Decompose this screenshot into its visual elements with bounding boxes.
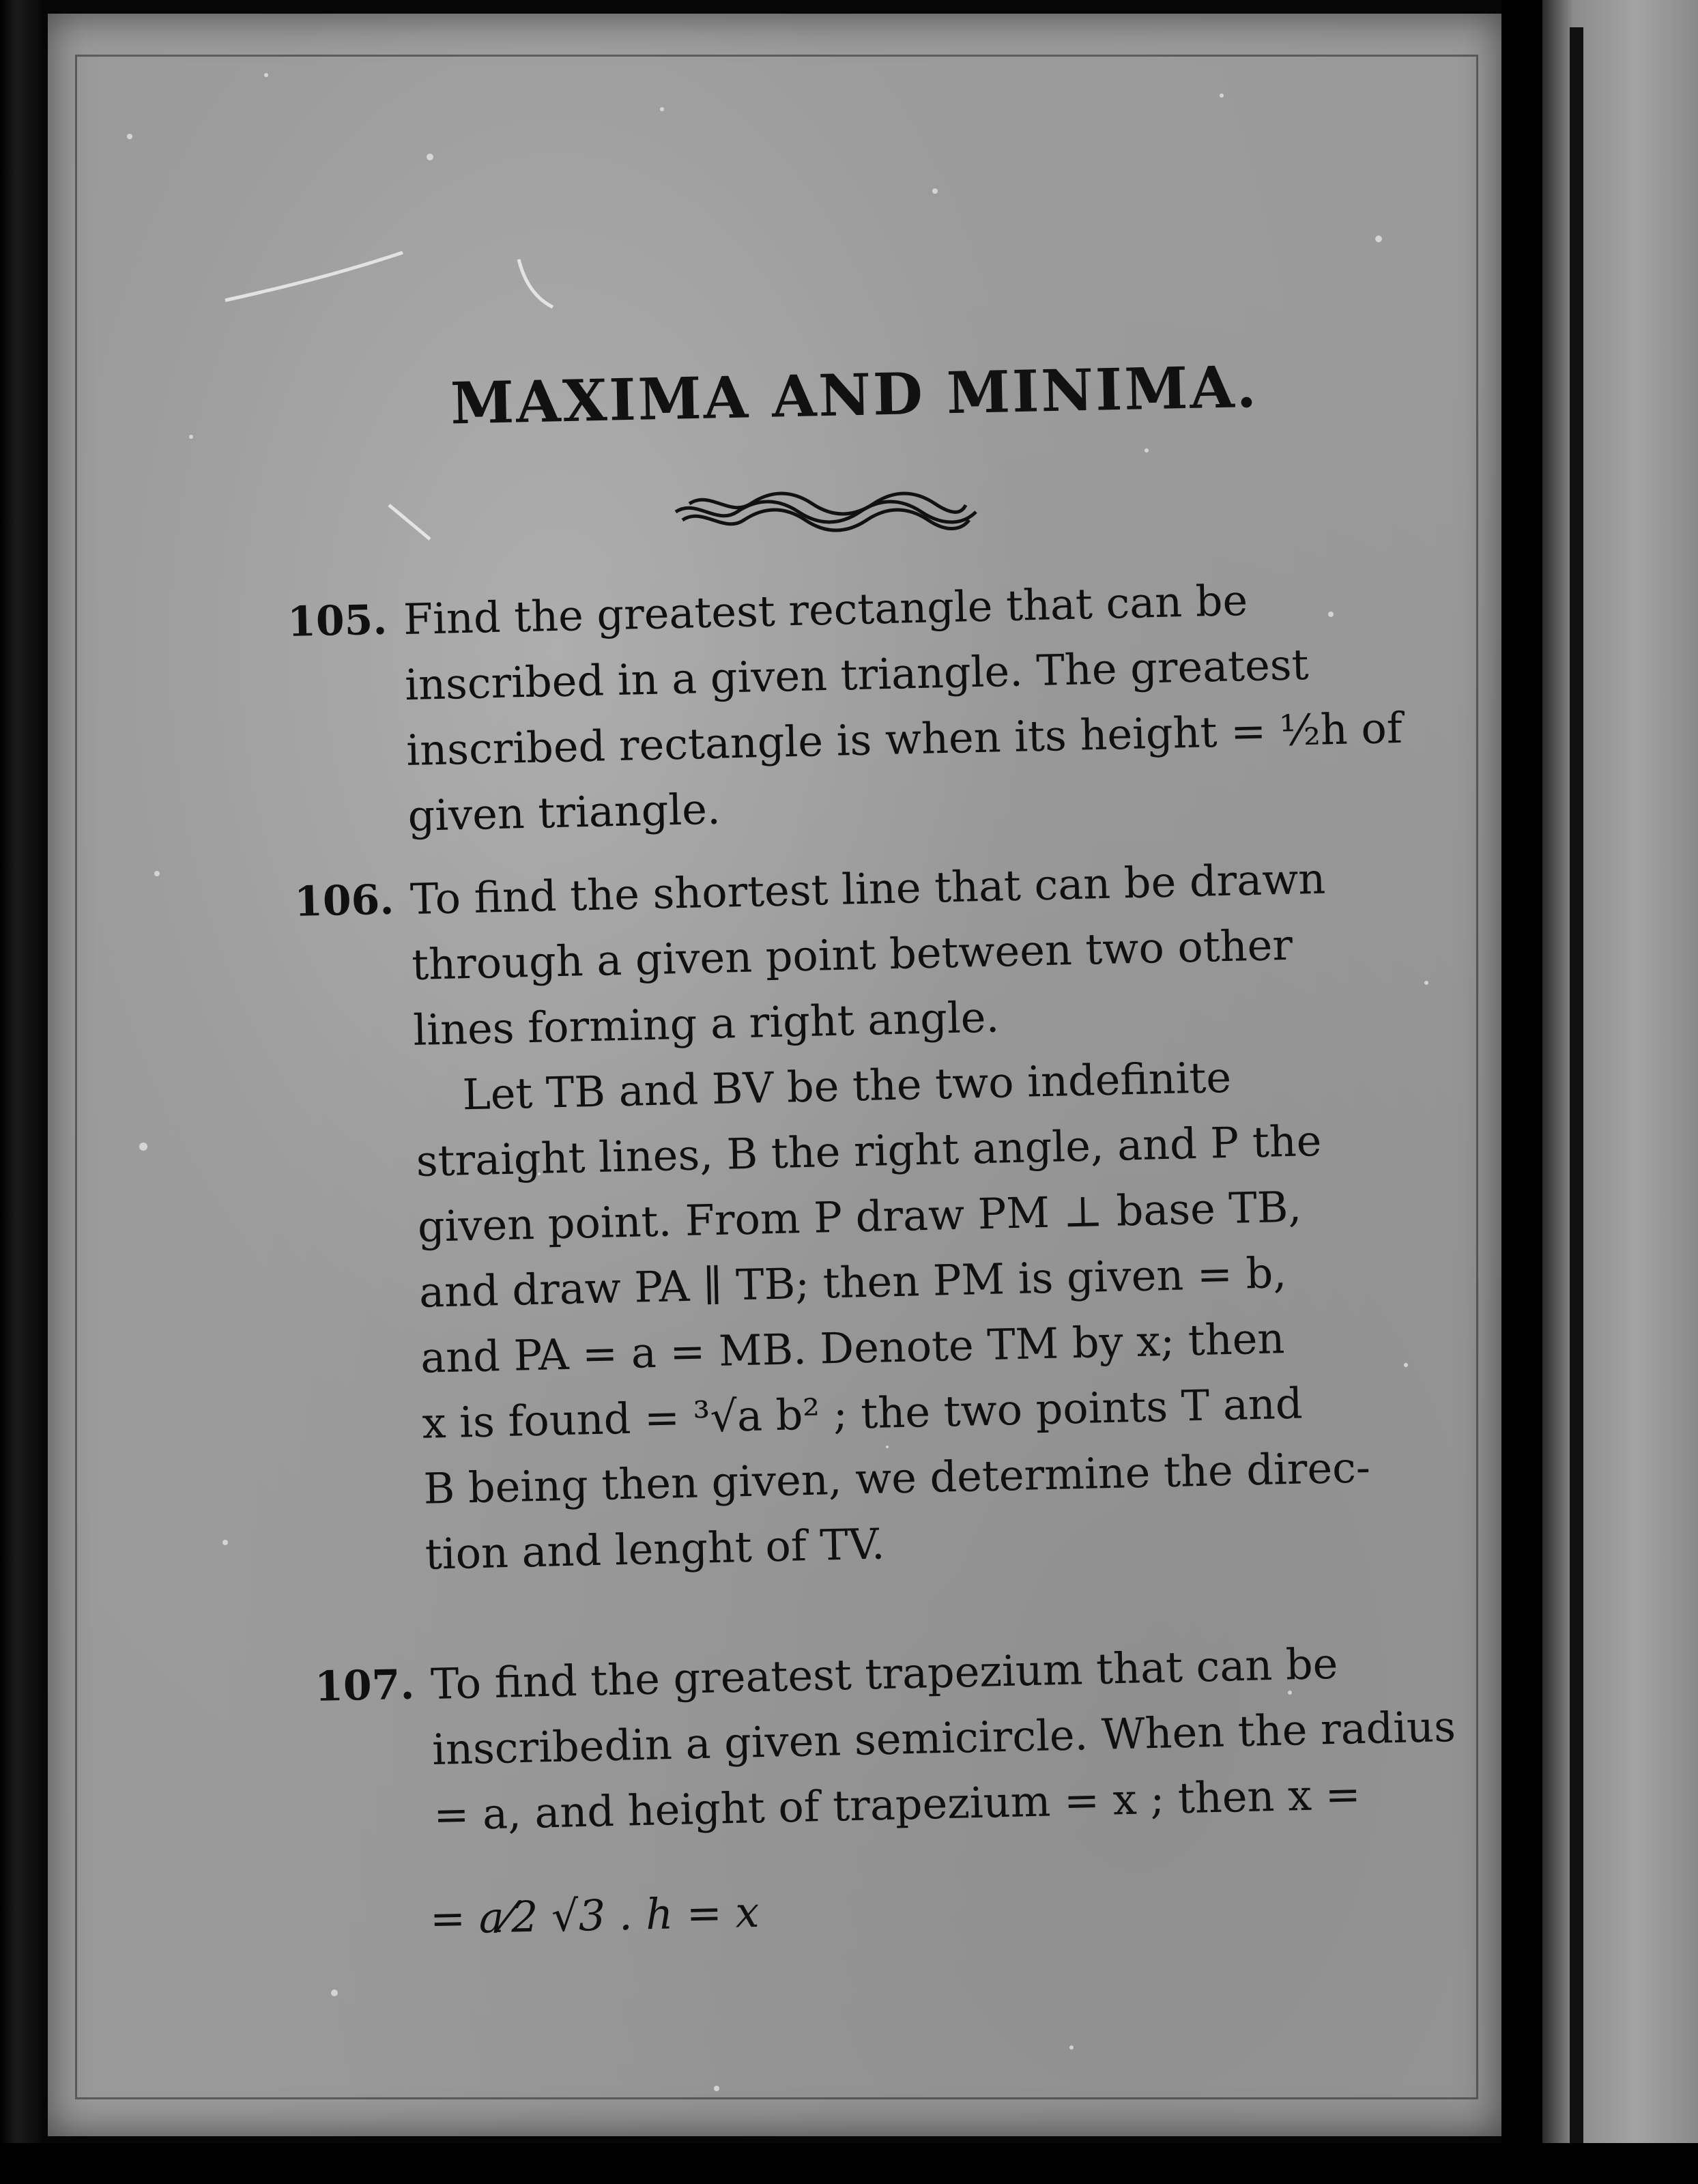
book-gutter — [1501, 0, 1542, 2184]
text-line: inscribed rectangle is when its height = ½h of — [405, 702, 1403, 775]
text-line: To find the greatest trapezium that can be — [430, 1638, 1339, 1709]
problem-107 — [314, 1628, 1458, 1848]
problem-number: 105. — [287, 596, 388, 646]
facing-page-margin-line — [1570, 27, 1583, 2157]
text-line: To find the shortest line that can be drawn — [409, 853, 1326, 924]
text-line: B being then given, we determine the direc- — [422, 1442, 1371, 1514]
scan-bottom-border — [0, 2143, 1698, 2184]
text-line: and draw PA ∥ TB; then PM is given = b, — [418, 1248, 1287, 1317]
book-left-edge — [0, 0, 41, 2184]
trapezium-formula: = a⁄2 √3 . h = x — [429, 1886, 760, 1944]
text-line: x is found = ³√a b² ; the two points T and — [421, 1378, 1304, 1448]
text-line: Find the greatest rectangle that can be — [403, 575, 1248, 644]
text-line: given triangle. — [407, 784, 721, 841]
text-line: through a given point between two other — [411, 919, 1293, 990]
problem-105 — [287, 564, 1405, 849]
text-line: given point. From P draw PM ⊥ base TB, — [417, 1181, 1302, 1252]
solution-paragraph — [414, 1041, 1372, 1587]
problem-number: 107. — [314, 1661, 416, 1711]
text-line: Let TB and BV be the two indefinite — [461, 1052, 1232, 1120]
facing-page-edge — [1542, 0, 1698, 2184]
text-line: straight lines, B the right angle, and P the — [415, 1115, 1323, 1186]
text-line: = a, and height of trapezium = x ; then x = — [433, 1769, 1362, 1840]
problem-106 — [293, 846, 1372, 1587]
text-line: lines forming a right angle. — [412, 992, 1000, 1055]
text-line: and PA = a = MB. Denote TM by x; then — [420, 1313, 1286, 1383]
title-ornament-rule — [669, 491, 983, 532]
text-line: inscribed in a given triangle. The greatest — [404, 639, 1310, 710]
page-title: MAXIMA AND MINIMA. — [450, 352, 1259, 437]
text-line: inscribedin a given semicircle. When the radius — [431, 1701, 1456, 1774]
text-line: tion and lenght of TV. — [424, 1519, 886, 1579]
problem-number: 106. — [293, 876, 395, 926]
